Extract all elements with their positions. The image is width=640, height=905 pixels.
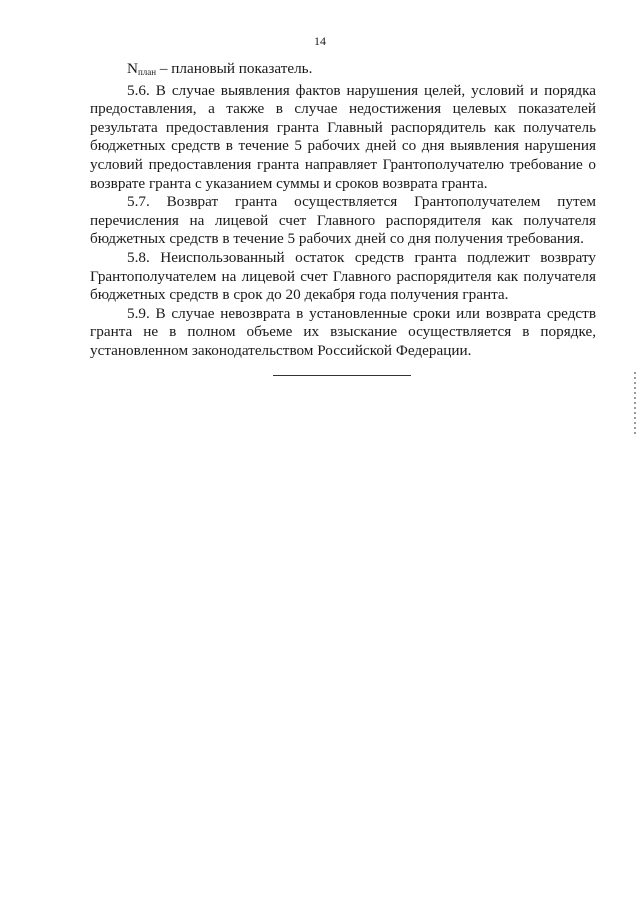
paragraph-5-8: 5.8. Неиспользованный остаток средств гранта подлежит возврату Грантополучателем на лицевой счет Главного распорядителя как получателя бюджетных средств в срок до 20 декабря года получения гранта. (90, 248, 596, 304)
paragraph-5-6: 5.6. В случае выявления фактов нарушения целей, условий и порядка предоставления, а также в случае недостижения целевых показателей результата предоставления гранта Главный распорядитель как получатель бюджетных средств в течение 5 рабочих дней со дня выявления нарушения условий предоставления гранта направляет Грантополучателю требование о возврате гранта с указанием суммы и сроков возврата гранта. (90, 81, 596, 192)
legend-symbol: N (127, 60, 138, 77)
legend-text: – плановый показатель. (156, 60, 313, 77)
end-of-text-rule (273, 375, 411, 376)
scan-edge-mark (634, 372, 636, 434)
paragraph-5-7: 5.7. Возврат гранта осуществляется Грантополучателем путем перечисления на лицевой счет Главного распорядителя как получателя бюджетных средств в течение 5 рабочих дней со дня получения требования. (90, 193, 596, 248)
paragraph-5-9: 5.9. В случае невозврата в установленные сроки или возврата средств гранта не в полном объеме их взыскание осуществляется в порядке, установленном законодательством Российской Федерации. (90, 304, 596, 359)
document-body (90, 60, 596, 361)
page-number: 14 (314, 34, 326, 48)
legend-line (90, 60, 596, 82)
legend-subscript: план (137, 67, 157, 77)
